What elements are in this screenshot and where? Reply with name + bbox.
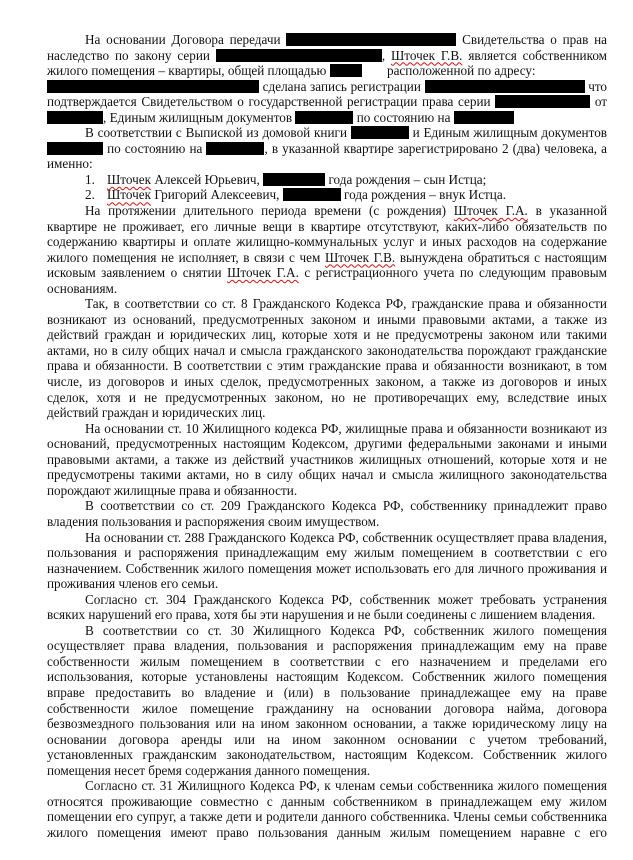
- paragraph-gk-art209: В соответствии со ст. 209 Гражданского Кодекса РФ, собственнику принадлежит право владения пользования и распоряжения своим имуществом.: [47, 498, 607, 529]
- paragraph-zhk-art31: Согласно ст. 31 Жилищного Кодекса РФ, к членам семьи собственника жилого помещения относятся проживающие совместно с данным собственником в принадлежащем ему жилом помещении его супруг, а также дети и родители данного собственника. Члены семьи собственника жилого помещения имеют право пользования данным жилым помещением наравне с его: [47, 778, 607, 840]
- paragraph-gk-art304: Согласно ст. 304 Гражданского Кодекса РФ, собственник может требовать устранения всяких нарушений его права, хотя бы эти нарушения и не были соединены с лишением владения.: [47, 591, 607, 623]
- list-number: 2.: [85, 187, 95, 203]
- residence-text-2: в указанной квартире не проживает, его личные вещи в квартире отсутствуют, каких-либо обязательств по содержанию квартиры и оплате жилищно-коммунальных услуг и иных расходов на содержание жилого помещения не исполняет, в связи с чем: [47, 203, 608, 265]
- list-item: [47, 187, 607, 203]
- registration-text-4: , Единым жилищным документов: [103, 109, 293, 125]
- list-tail: года рождения – внук Истца.: [344, 187, 507, 203]
- paragraph-zhk-art30: В соответствии со ст. 30 Жилищного Кодекса РФ, собственник жилого помещения осуществляет права владения, пользования и распоряжения принадлежащим ему на праве собственности жилым помещением в соответствии с его назначением и пределами его использования, которые установлены настоящим Кодексом. Собственник жилого помещения вправе предоставить во владение и (или) в пользование принадлежащее ему на праве собственности жилое помещение гражданину на основании договора найма, договора безвозмездного пользования или на ином законном основании, а также юридическому лицу на основании договора аренды или на ином законном основании с учетом требований, установленных гражданским законодательством, настоящим Кодексом. Собственник жилого помещения несет бремя содержания данного помещения.: [47, 622, 607, 778]
- paragraph-gk-art8: Так, в соответствии со ст. 8 Гражданского Кодекса РФ, гражданские права и обязанности возникают из оснований, предусмотренных законом и иными правовыми актами, а также из действий граждан и юридических лиц, которые хотя и не предусмотрены законом или такими актами, но в силу общих начал и смысла гражданского законодательства порождают гражданские права и обязанности. В соответствии с этим гражданские права и обязанности возникают, в том числе, из договоров и иных сделок, предусмотренных законом, а также из договоров и иных сделок, хотя и не предусмотренных законом, но не противоречащих ему, вследствие иных действий граждан и юридических лиц.: [47, 296, 607, 421]
- residence-text-1: На протяжении длительного периода времени (с рождения): [85, 203, 447, 219]
- registration-text-3: от: [594, 94, 608, 110]
- redaction-block: [283, 188, 341, 201]
- registration-text-5: по состоянию на: [356, 109, 451, 125]
- redaction-block: [454, 111, 514, 124]
- redaction-block: [47, 80, 259, 93]
- residence-text-3: вынуждена обратиться с настоящим исковым заявлением о снятии: [47, 249, 607, 281]
- redaction-block: [351, 126, 409, 139]
- paragraph-ownership: [47, 32, 607, 79]
- household-text-2: и Единым жилищным документов: [412, 125, 608, 141]
- redaction-block: [47, 142, 103, 155]
- list-surname: Шточек: [107, 171, 152, 187]
- ownership-text-2: Свидетельства о прав на наследство по закону серии: [47, 32, 608, 63]
- ownership-text-5: расположенной по адресу:: [386, 63, 536, 79]
- redaction-block: [295, 111, 353, 124]
- ownership-text-3: ,: [381, 47, 386, 63]
- surname-owner: Шточек Г.В.: [324, 249, 396, 265]
- registration-text-2: что подтверждается Свидетельством о государственной регистрации права серии: [47, 78, 608, 110]
- ownership-text-1: На основании Договора передачи: [85, 32, 281, 47]
- ownership-text-4: является собственником жилого помещения – квартиры, общей площадью: [47, 47, 608, 79]
- redaction-block: [495, 95, 590, 108]
- redaction-block: [216, 49, 382, 62]
- paragraph-gk-art288: На основании ст. 288 Гражданского Кодекса РФ, собственник осуществляет права владения, пользования и распоряжения принадлежащим ему жилым помещением в соответствии с его назначением. Собственник жилого помещения может использовать его для личного проживания и проживания членов его семьи.: [47, 529, 607, 592]
- redaction-block: [47, 111, 103, 124]
- household-text-1: В соответствии с Выпиской из домовой книги: [85, 125, 348, 141]
- redaction-block: [263, 173, 325, 186]
- surname-grandson: Шточек Г.А.: [453, 203, 528, 219]
- list-name: Алексей Юрьевич,: [154, 171, 260, 187]
- household-text-4: , в указанной квартире зарегистрировано 2 (два) человека, а именно:: [47, 140, 608, 172]
- list-tail: года рождения – сын Истца;: [328, 171, 487, 187]
- document-body: [47, 32, 607, 840]
- list-surname: Шточек: [107, 187, 152, 203]
- paragraph-zhk-art10: На основании ст. 10 Жилищного кодекса РФ, жилищные права и обязанности возникают из оснований, предусмотренных настоящим Кодексом, другими федеральными законами и иными правовыми актами, а также из действий участников жилищных отношений, которые хотя и не предусмотрены такими актами, но в силу общих начал и смысла жилищного законодательства порождают жилищные права и обязанности.: [47, 420, 607, 498]
- redaction-block: [330, 64, 362, 77]
- list-name: Григорий Алексеевич,: [154, 187, 280, 203]
- surname-owner: Шточек Г.В.: [391, 47, 463, 63]
- surname-grandson: Шточек Г.А.: [227, 265, 299, 281]
- paragraph-registration: [47, 79, 607, 126]
- redaction-block: [425, 80, 585, 93]
- list-item: [47, 172, 607, 188]
- list-number: 1.: [85, 171, 95, 187]
- residence-text-4: с регистрационного учета по следующим правовым основаниям.: [47, 265, 607, 296]
- paragraph-non-residence: [47, 203, 607, 296]
- registration-text-1: сделана запись регистрации: [262, 78, 421, 94]
- redaction-block: [286, 33, 456, 46]
- household-text-3: по состоянию на: [107, 140, 203, 156]
- paragraph-household: [47, 125, 607, 172]
- redaction-block: [206, 142, 264, 155]
